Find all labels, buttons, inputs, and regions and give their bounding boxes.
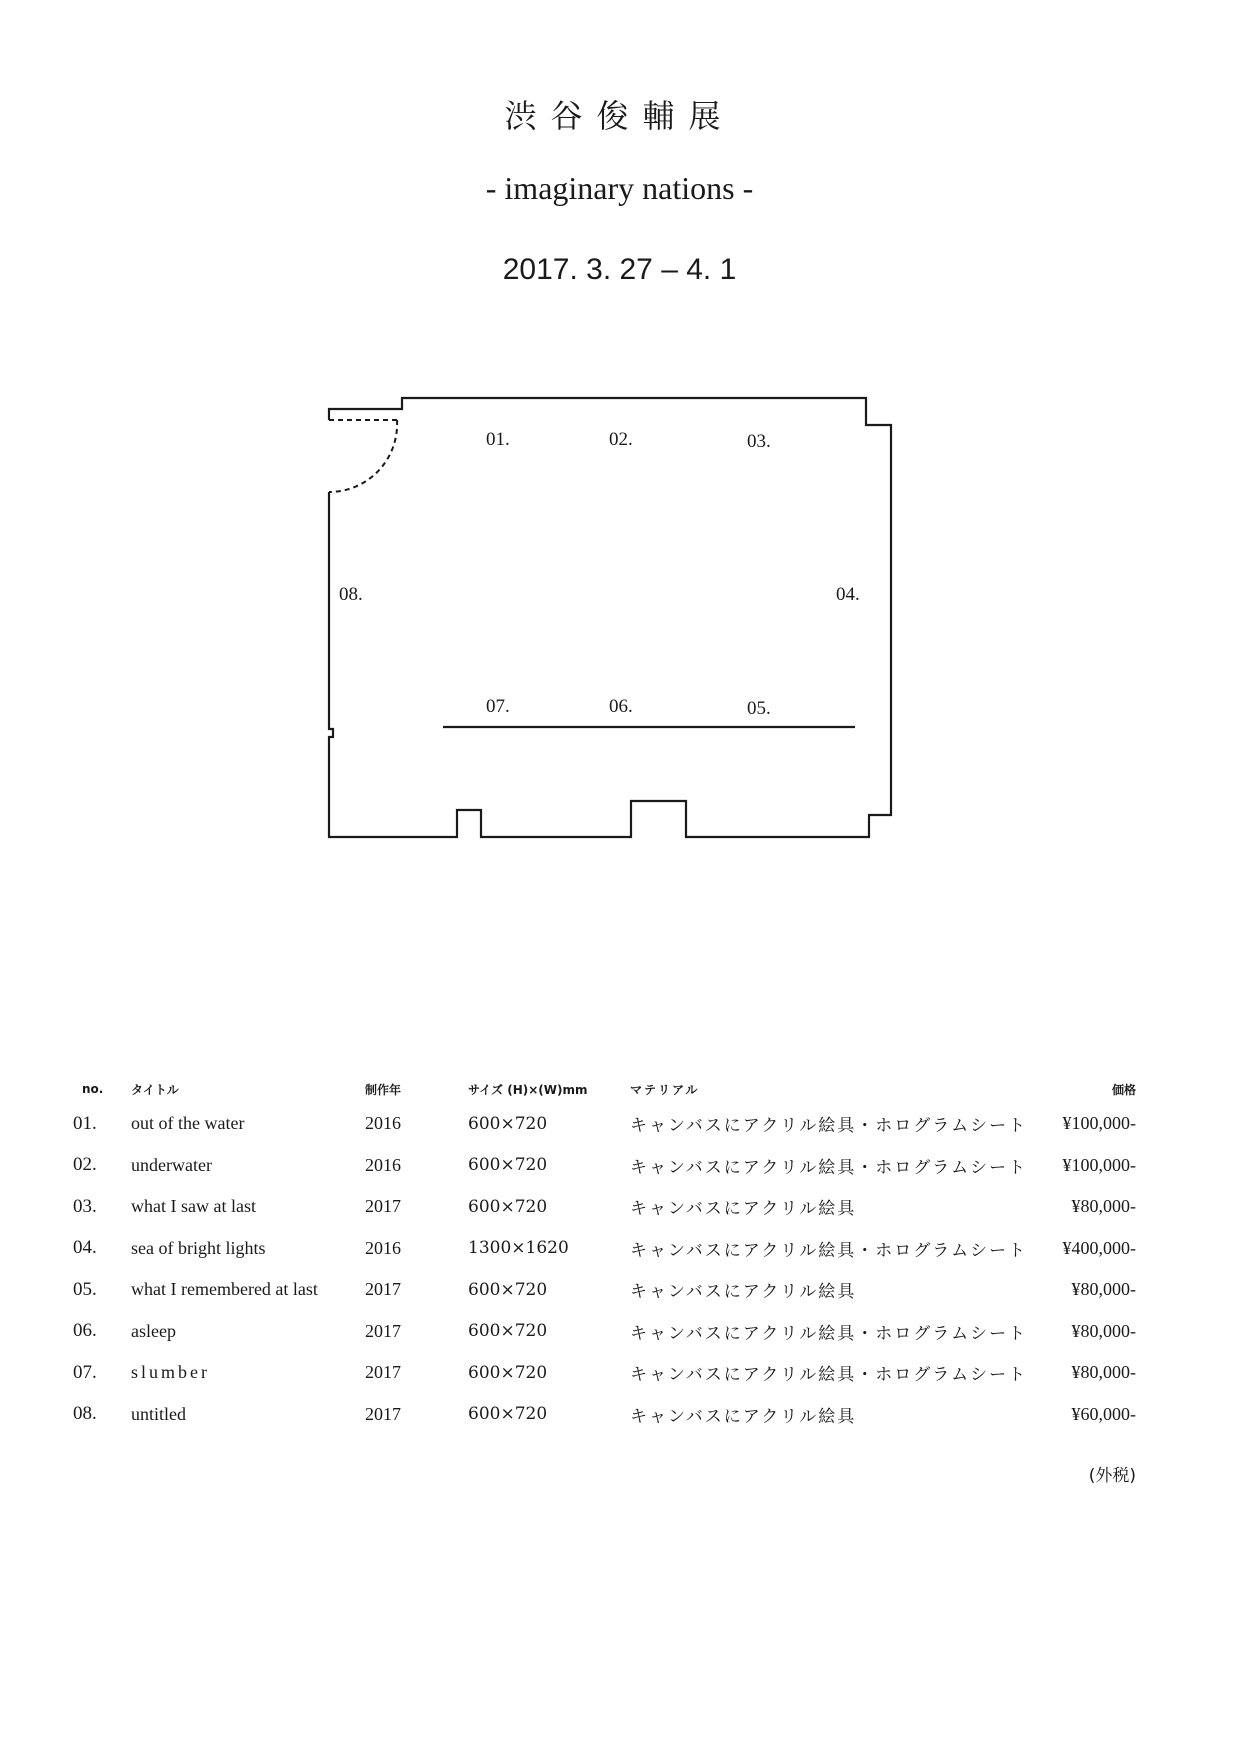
row-year: 2017 xyxy=(365,1196,401,1217)
row-no: 05. xyxy=(73,1278,97,1300)
plan-label-07: 07. xyxy=(486,696,510,717)
row-year: 2017 xyxy=(365,1279,401,1300)
plan-label-03: 03. xyxy=(747,431,771,452)
header-title: タイトル xyxy=(131,1082,179,1097)
row-year: 2017 xyxy=(365,1320,401,1341)
row-material: キャンバスにアクリル絵具・ホログラムシート xyxy=(630,1240,1028,1261)
door-arc xyxy=(329,420,397,492)
row-no: 04. xyxy=(73,1237,97,1259)
floor-plan-walls xyxy=(329,398,891,837)
row-price: ¥80,000- xyxy=(1071,1279,1136,1300)
row-no: 02. xyxy=(73,1154,97,1176)
row-title: untitled xyxy=(131,1403,186,1424)
plan-label-01: 01. xyxy=(486,429,510,450)
row-price: ¥400,000- xyxy=(1062,1237,1136,1258)
table-row xyxy=(0,1269,1239,1311)
row-size: 600×720 xyxy=(468,1321,548,1342)
exhibition-dates: 2017. 3. 27 – 4. 1 xyxy=(502,253,737,286)
row-material: キャンバスにアクリル絵具・ホログラムシート xyxy=(630,1323,1028,1344)
table-row xyxy=(0,1352,1239,1394)
row-price: ¥80,000- xyxy=(1071,1320,1136,1341)
row-material: キャンバスにアクリル絵具・ホログラムシート xyxy=(630,1157,1028,1178)
row-size: 600×720 xyxy=(468,1196,548,1217)
row-size: 600×720 xyxy=(468,1404,548,1425)
table-row xyxy=(0,1228,1239,1270)
row-year: 2016 xyxy=(365,1237,401,1258)
row-price: ¥100,000- xyxy=(1062,1113,1136,1134)
row-material: キャンバスにアクリル絵具・ホログラムシート xyxy=(630,1365,1028,1386)
row-title: asleep xyxy=(131,1320,176,1341)
table-header-row xyxy=(0,1075,1239,1103)
exhibition-title: 渋谷俊輔展 xyxy=(504,97,735,135)
plan-label-05: 05. xyxy=(747,698,771,719)
table-row xyxy=(0,1394,1239,1436)
works-table xyxy=(0,1075,1239,1435)
row-price: ¥100,000- xyxy=(1062,1154,1136,1175)
row-year: 2017 xyxy=(365,1403,401,1424)
header-year: 制作年 xyxy=(365,1082,402,1097)
header-size: サイズ (H)×(W)mm xyxy=(468,1082,588,1097)
row-title: sea of bright lights xyxy=(131,1237,266,1258)
row-year: 2016 xyxy=(365,1154,401,1175)
row-size: 600×720 xyxy=(468,1279,548,1300)
row-year: 2017 xyxy=(365,1362,401,1383)
row-material: キャンバスにアクリル絵具・ホログラムシート xyxy=(630,1116,1028,1137)
table-row xyxy=(0,1103,1239,1145)
row-size: 600×720 xyxy=(468,1113,548,1134)
plan-label-02: 02. xyxy=(609,429,633,450)
plan-label-08: 08. xyxy=(339,584,363,605)
row-size: 600×720 xyxy=(468,1155,548,1176)
plan-label-06: 06. xyxy=(609,696,633,717)
row-title: what I saw at last xyxy=(131,1196,256,1217)
row-price: ¥60,000- xyxy=(1071,1403,1136,1424)
exhibition-subtitle: - imaginary nations - xyxy=(485,170,754,206)
row-no: 08. xyxy=(73,1403,97,1425)
row-title: underwater xyxy=(131,1154,212,1175)
header-price: 価格 xyxy=(1111,1082,1136,1097)
row-title: what I remembered at last xyxy=(131,1279,318,1300)
plan-label-04: 04. xyxy=(836,584,860,605)
row-no: 01. xyxy=(73,1112,97,1134)
row-price: ¥80,000- xyxy=(1071,1196,1136,1217)
row-size: 600×720 xyxy=(468,1362,548,1383)
table-row xyxy=(0,1311,1239,1353)
row-price: ¥80,000- xyxy=(1071,1362,1136,1383)
row-no: 07. xyxy=(73,1361,97,1383)
tax-note: (外税) xyxy=(1088,1466,1136,1486)
row-title: slumber xyxy=(131,1362,210,1383)
row-no: 03. xyxy=(73,1195,97,1217)
row-material: キャンバスにアクリル絵具 xyxy=(630,1406,857,1427)
row-title: out of the water xyxy=(131,1113,245,1134)
door-swing xyxy=(329,420,397,492)
row-size: 1300×1620 xyxy=(468,1238,569,1259)
row-material: キャンバスにアクリル絵具 xyxy=(630,1282,857,1303)
row-material: キャンバスにアクリル絵具 xyxy=(630,1199,857,1220)
row-year: 2016 xyxy=(365,1113,401,1134)
wall-outline xyxy=(329,398,891,837)
header-no: no. xyxy=(82,1082,104,1096)
row-no: 06. xyxy=(73,1320,97,1342)
header-material: マテリアル xyxy=(630,1082,700,1097)
table-row xyxy=(0,1145,1239,1187)
table-row xyxy=(0,1186,1239,1228)
